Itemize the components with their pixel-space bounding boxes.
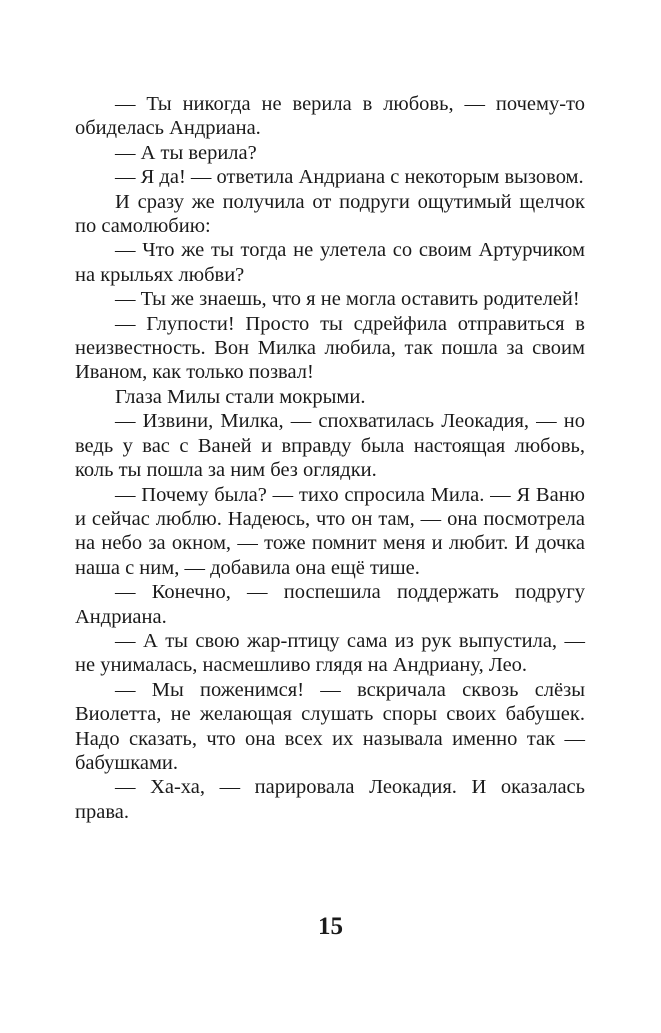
paragraph: — А ты свою жар-птицу сама из рук выпустила, — не унималась, насмешливо глядя на Андриану, Лео. [75,629,585,677]
page-number: 15 [318,913,343,940]
paragraph: — Почему была? — тихо спросила Мила. — Я Ваню и сейчас люблю. Надеюсь, что он там, — она посмотрела на небо за окном, — тоже помнит меня и любит. И дочка наша с ним, — добавила она ещё тише. [75,483,585,579]
paragraph: — Извини, Милка, — спохватилась Леокадия, — но ведь у вас с Ваней и вправду была настоящая любовь, коль ты пошла за ним без оглядки. [75,410,585,482]
paragraph: — Ха-ха, — парировала Леокадия. И оказалась права. [75,776,585,823]
paragraph: И сразу же получила от подруги ощутимый щелчок по самолюбию: [75,190,585,238]
paragraph: — Мы поженимся! — вскричала сквозь слёзы Виолетта, не желающая слушать споры своих бабушек. Надо сказать, что она всех их называла именно так — бабушками. [75,678,585,774]
paragraph: Глаза Милы стали мокрыми. [115,385,366,408]
paragraph: — Конечно, — поспешила поддержать подругу Андриана. [75,581,585,628]
paragraph: — А ты верила? [115,141,257,164]
paragraph: — Я да! — ответила Андриана с некоторым вызовом. [115,166,584,189]
paragraph: — Ты никогда не верила в любовь, — почему-то обиделась Андриана. [75,93,585,140]
paragraph: — Ты же знаешь, что я не могла оставить родителей! [115,288,580,311]
book-page-text [75,92,585,824]
paragraph: — Глупости! Просто ты сдрейфила отправиться в неизвестность. Вон Милка любила, так пошла за своим Иваном, как только позвал! [75,312,585,384]
paragraph: — Что же ты тогда не улетела со своим Артурчиком на крыльях любви? [75,239,585,286]
